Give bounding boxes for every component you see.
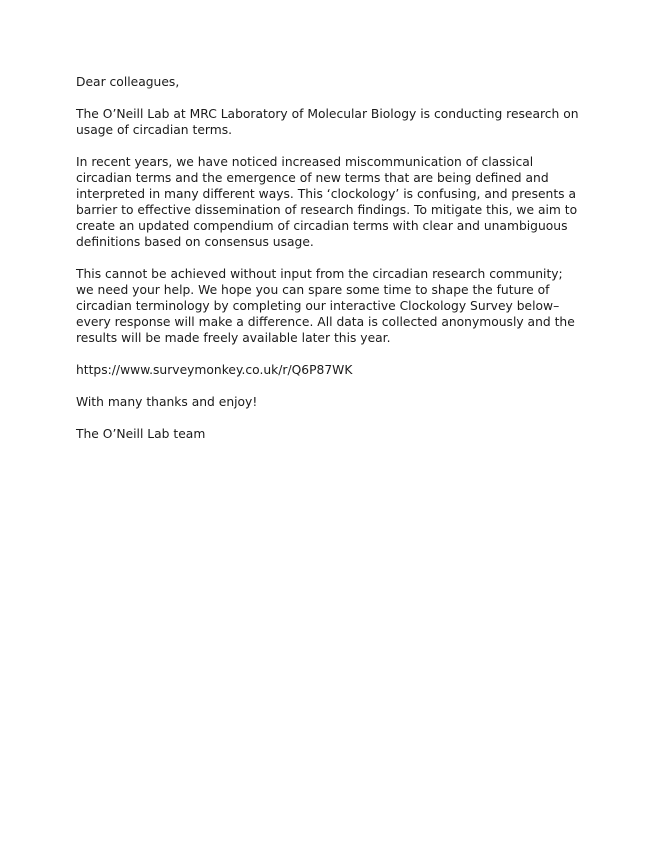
greeting: Dear colleagues, (76, 75, 180, 89)
thanks-line: With many thanks and enjoy! (76, 395, 258, 409)
signature: The O’Neill Lab team (76, 427, 206, 441)
request-paragraph: This cannot be achieved without input from the circadian research community; we need your help. We hope you can spare some time to shape the future of circadian terminology by completing our interactive Clockology Survey below–every response will make a difference. All data is collected anonymously and the results will be made freely available later this year. (76, 267, 575, 345)
survey-link[interactable]: https://www.surveymonkey.co.uk/r/Q6P87WK (76, 363, 353, 377)
letter-body (76, 74, 582, 458)
intro-paragraph: The O’Neill Lab at MRC Laboratory of Molecular Biology is conducting research on usage of circadian terms. (76, 107, 579, 137)
context-paragraph: In recent years, we have noticed increased miscommunication of classical circadian terms and the emergence of new terms that are being defined and interpreted in many different ways. This ‘clockology’ is confusing, and presents a barrier to effective dissemination of research findings. To mitigate this, we aim to create an updated compendium of circadian terms with clear and unambiguous definitions based on consensus usage. (76, 155, 578, 249)
survey-link-paragraph (76, 362, 582, 378)
